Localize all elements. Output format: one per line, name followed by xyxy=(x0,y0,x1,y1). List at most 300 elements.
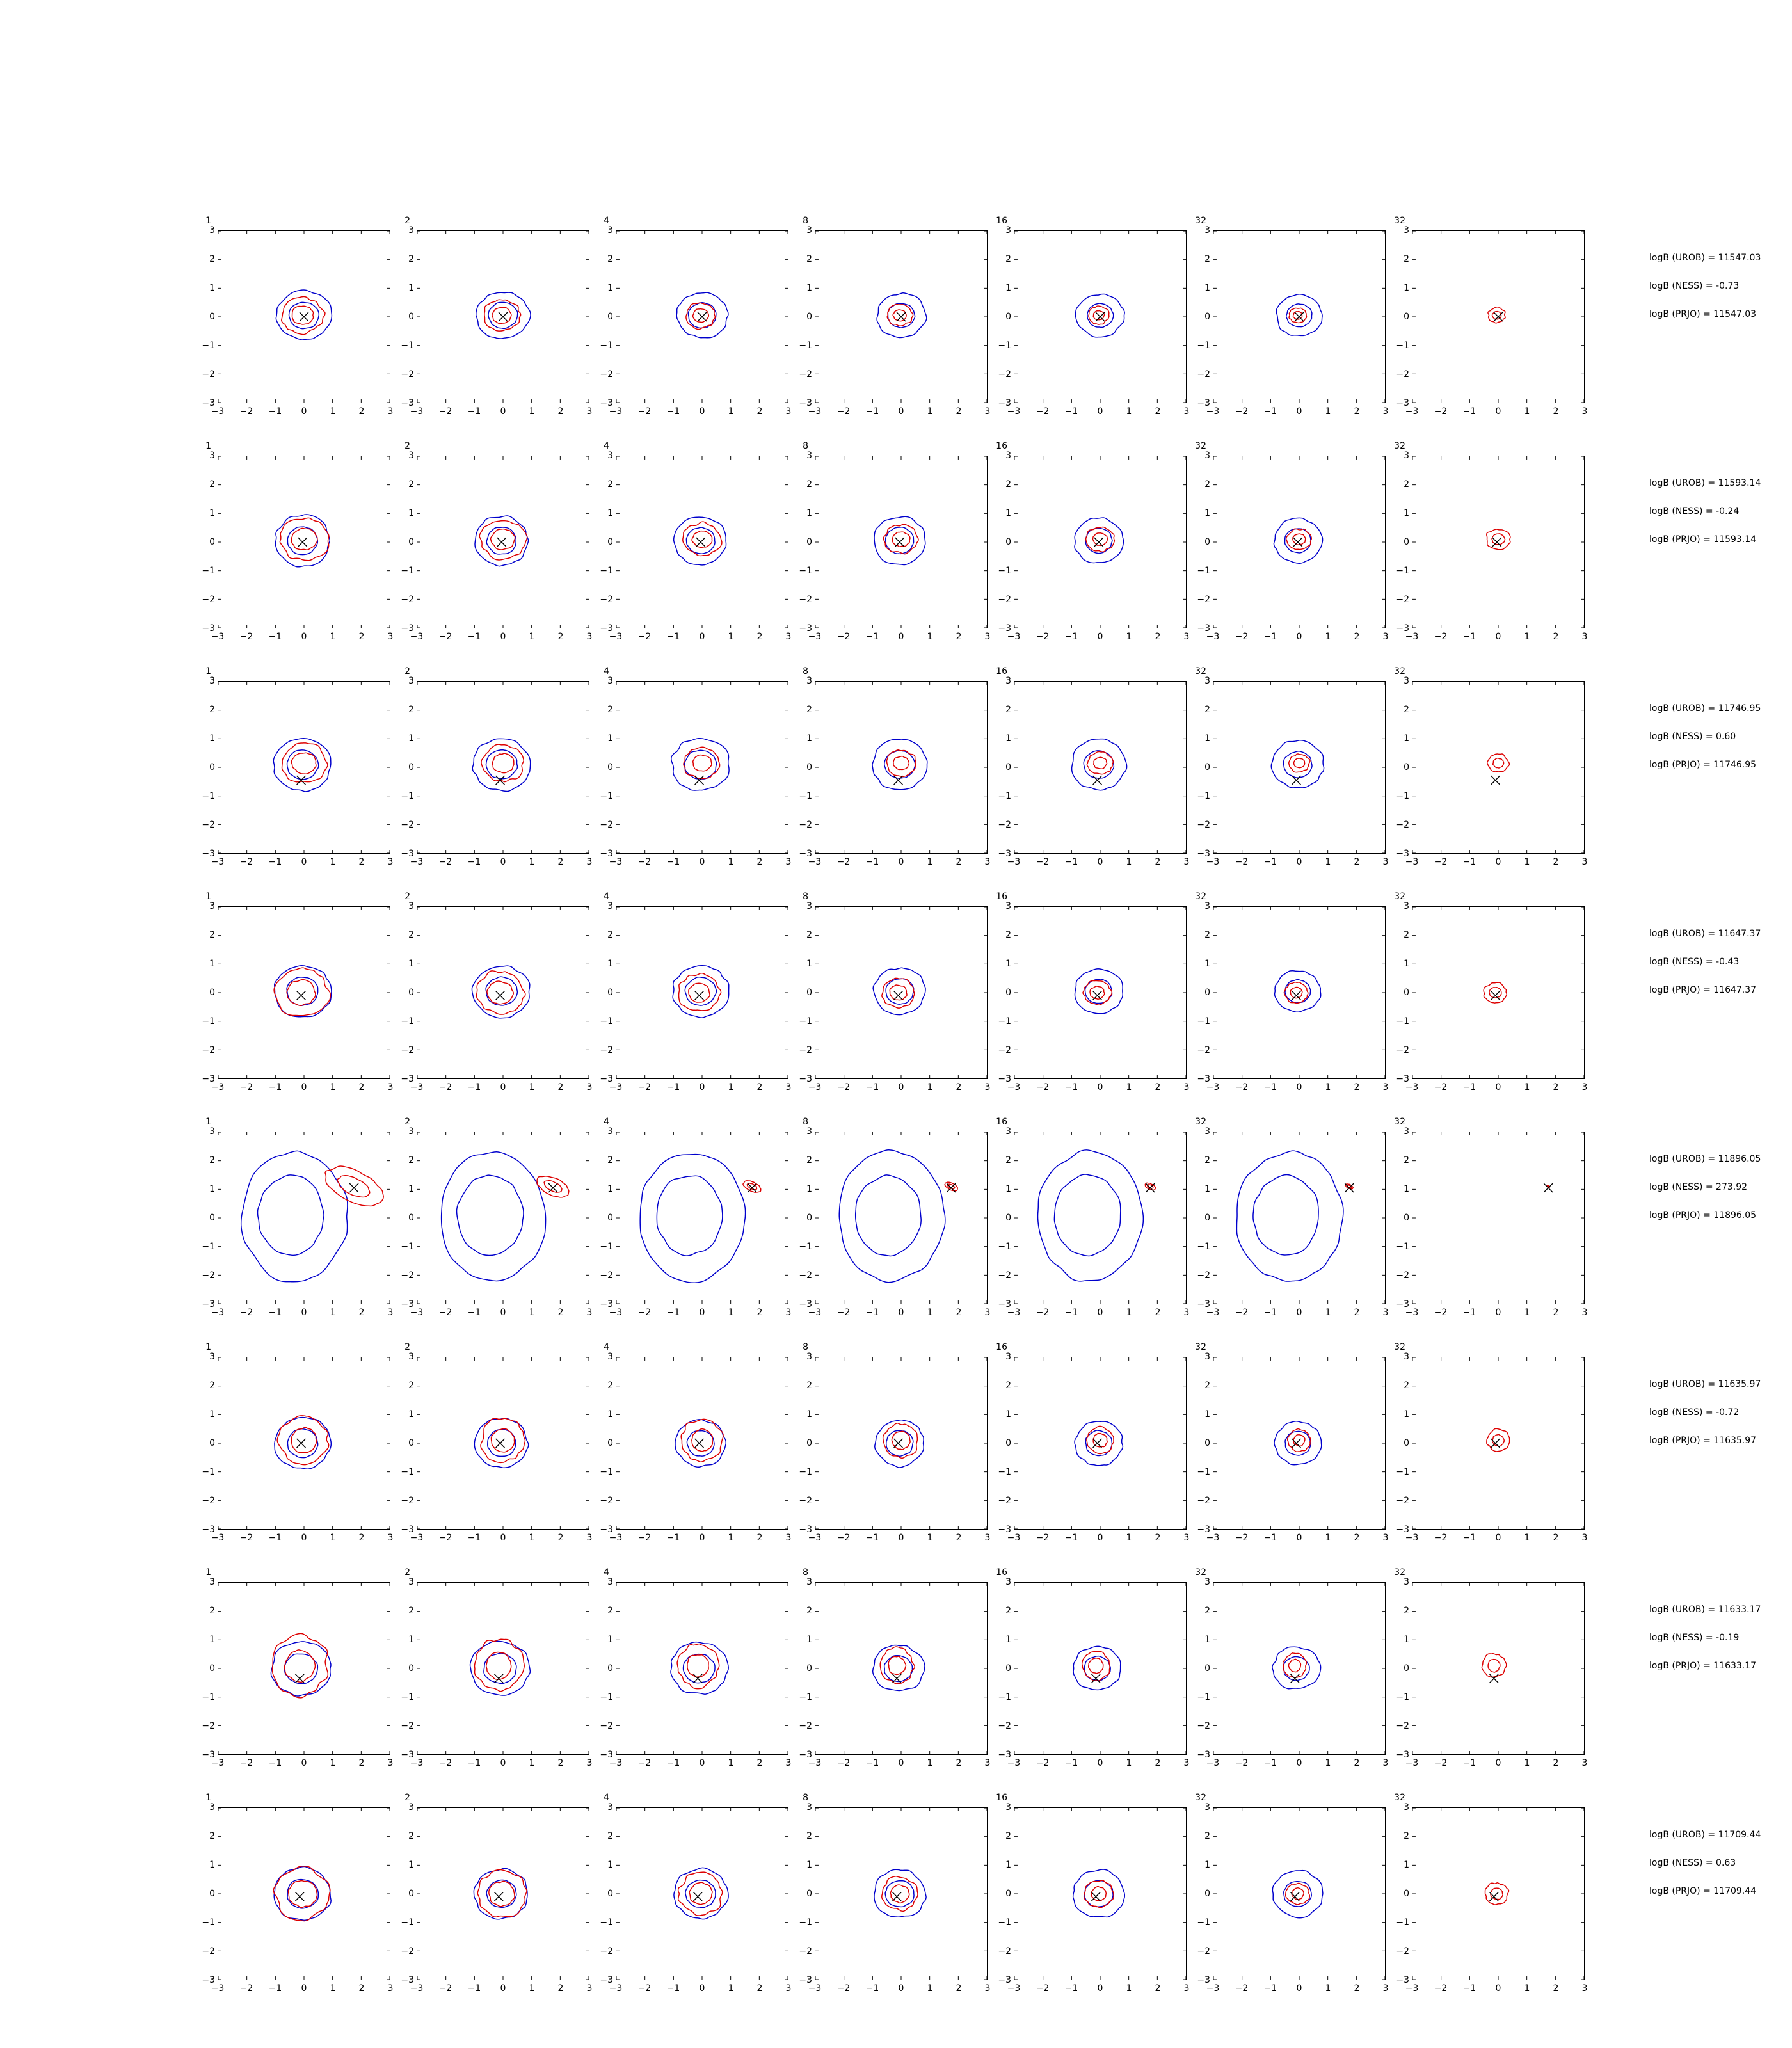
x-tick-label: −2 xyxy=(1036,1983,1050,1994)
y-tick-label: −1 xyxy=(202,1467,215,1477)
x-axis-ticklabels xyxy=(808,632,991,646)
x-tick-label: 1 xyxy=(1524,1533,1530,1543)
y-tick-label: 0 xyxy=(607,1213,613,1223)
y-tick-label: −1 xyxy=(799,1242,812,1252)
x-tick-label: 1 xyxy=(529,1758,535,1768)
annotation-line: logB (PRJO) = 11593.14 xyxy=(1649,534,1757,545)
x-axis-ticklabels xyxy=(410,857,593,872)
x-tick-label: 1 xyxy=(927,1533,933,1543)
x-tick-label: −1 xyxy=(865,1758,879,1768)
y-tick-label: −3 xyxy=(998,1750,1011,1760)
x-tick-label: 1 xyxy=(1524,1758,1530,1768)
x-axis-ticklabels xyxy=(1007,1308,1190,1322)
x-tick-label: −1 xyxy=(865,1308,879,1318)
y-tick-label: −2 xyxy=(600,1946,613,1956)
y-tick-label: 1 xyxy=(209,733,215,744)
y-tick-label: 0 xyxy=(607,1889,613,1899)
annotation-line: logB (PRJO) = 11709.44 xyxy=(1649,1886,1757,1896)
y-axis-ticklabels xyxy=(1390,451,1409,634)
x-tick-label: −2 xyxy=(637,1082,652,1092)
y-tick-label: −2 xyxy=(1197,1270,1210,1281)
y-tick-label: −2 xyxy=(1396,369,1409,380)
panel-corner-label: 8 xyxy=(803,1793,808,1803)
x-tick-label: −2 xyxy=(1434,406,1448,417)
x-tick-label: 3 xyxy=(984,406,991,417)
x-tick-label: 0 xyxy=(1097,1758,1103,1768)
x-tick-label: 3 xyxy=(586,1308,593,1318)
y-tick-label: 0 xyxy=(209,762,215,772)
x-axis-ticklabels xyxy=(1007,857,1190,872)
panel-axes xyxy=(218,1807,390,1980)
y-tick-label: 2 xyxy=(1404,1606,1409,1616)
y-tick-label: −3 xyxy=(1396,1524,1409,1535)
x-axis-ticklabels xyxy=(1206,406,1389,421)
x-tick-label: 2 xyxy=(956,1758,962,1768)
y-axis-ticklabels xyxy=(395,1577,414,1760)
y-tick-label: 1 xyxy=(209,959,215,969)
annotation-line: logB (NESS) = 273.92 xyxy=(1649,1182,1748,1192)
y-tick-label: −2 xyxy=(202,1045,215,1055)
y-tick-label: 1 xyxy=(806,733,812,744)
panel-corner-label: 2 xyxy=(404,666,410,676)
y-tick-label: 2 xyxy=(607,479,613,490)
annotation-line: logB (UROB) = 11635.97 xyxy=(1649,1379,1761,1389)
x-tick-label: 0 xyxy=(699,1082,705,1092)
x-tick-label: −1 xyxy=(268,406,282,417)
x-tick-label: −3 xyxy=(808,632,822,642)
x-tick-label: 3 xyxy=(984,1308,991,1318)
y-tick-label: 3 xyxy=(408,1577,414,1587)
y-tick-label: 1 xyxy=(806,1409,812,1420)
y-axis-ticklabels xyxy=(1191,451,1210,634)
y-tick-label: −1 xyxy=(998,1467,1011,1477)
y-tick-label: −1 xyxy=(401,791,414,801)
x-axis-ticklabels xyxy=(609,1758,792,1773)
x-tick-label: 2 xyxy=(1354,1983,1360,1994)
y-tick-label: −3 xyxy=(600,1524,613,1535)
y-tick-label: 1 xyxy=(408,508,414,518)
x-tick-label: 0 xyxy=(1097,632,1103,642)
y-tick-label: 1 xyxy=(209,508,215,518)
y-tick-label: −3 xyxy=(401,1299,414,1309)
y-tick-label: −3 xyxy=(401,849,414,859)
x-tick-label: 1 xyxy=(1524,1983,1530,1994)
x-tick-label: 3 xyxy=(1581,1758,1588,1768)
x-tick-label: −3 xyxy=(808,406,822,417)
x-tick-label: 1 xyxy=(728,1308,734,1318)
y-axis-ticklabels xyxy=(1390,676,1409,859)
y-tick-label: 0 xyxy=(408,762,414,772)
y-tick-label: 3 xyxy=(408,451,414,461)
x-tick-label: 1 xyxy=(1524,406,1530,417)
x-tick-label: 1 xyxy=(529,632,535,642)
x-tick-label: 3 xyxy=(984,857,991,867)
x-tick-label: 0 xyxy=(898,1983,904,1994)
x-tick-label: 3 xyxy=(586,1082,593,1092)
panel-corner-label: 16 xyxy=(996,441,1007,451)
x-tick-label: −1 xyxy=(1263,406,1277,417)
x-axis-ticklabels xyxy=(1007,1983,1190,1998)
y-tick-label: −3 xyxy=(998,398,1011,408)
y-tick-label: 3 xyxy=(1005,1126,1011,1137)
y-tick-label: 3 xyxy=(408,1802,414,1812)
y-tick-label: 0 xyxy=(408,312,414,322)
annotation-line: logB (UROB) = 11896.05 xyxy=(1649,1154,1761,1164)
x-tick-label: −2 xyxy=(1235,857,1249,867)
x-tick-label: 2 xyxy=(1354,632,1360,642)
y-tick-label: 3 xyxy=(1204,1802,1210,1812)
y-tick-label: 0 xyxy=(209,1438,215,1448)
panel-axes xyxy=(815,1357,988,1530)
y-tick-label: 2 xyxy=(1204,479,1210,490)
x-axis-ticklabels xyxy=(609,406,792,421)
annotation-line: logB (NESS) = -0.72 xyxy=(1649,1407,1740,1418)
y-tick-label: 0 xyxy=(806,537,812,547)
y-tick-label: −2 xyxy=(998,1270,1011,1281)
x-tick-label: 3 xyxy=(387,632,394,642)
y-axis-ticklabels xyxy=(196,1577,215,1760)
y-tick-label: 3 xyxy=(209,1126,215,1137)
y-tick-label: 2 xyxy=(1204,1380,1210,1391)
y-tick-label: −1 xyxy=(1197,1467,1210,1477)
y-tick-label: 1 xyxy=(1204,1409,1210,1420)
x-tick-label: −3 xyxy=(1405,406,1419,417)
x-axis-ticklabels xyxy=(410,1983,593,1998)
y-tick-label: 0 xyxy=(209,1663,215,1674)
y-tick-label: −1 xyxy=(1396,1692,1409,1702)
x-axis-ticklabels xyxy=(1405,1308,1588,1322)
x-tick-label: 0 xyxy=(1296,1533,1302,1543)
row-annotation-block xyxy=(1649,929,1792,1014)
x-tick-label: 1 xyxy=(927,1082,933,1092)
y-axis-ticklabels xyxy=(594,225,613,408)
y-tick-label: 0 xyxy=(1204,762,1210,772)
y-tick-label: 3 xyxy=(209,225,215,236)
y-tick-label: 0 xyxy=(1204,1889,1210,1899)
y-tick-label: 1 xyxy=(1404,283,1409,293)
x-tick-label: 1 xyxy=(728,857,734,867)
x-axis-ticklabels xyxy=(1206,1983,1389,1998)
x-axis-ticklabels xyxy=(211,406,394,421)
y-tick-label: −1 xyxy=(600,1917,613,1928)
y-tick-label: 3 xyxy=(1404,1802,1409,1812)
x-tick-label: 2 xyxy=(956,1082,962,1092)
x-tick-label: −1 xyxy=(666,632,680,642)
y-tick-label: −2 xyxy=(1396,1946,1409,1956)
y-tick-label: 1 xyxy=(607,1635,613,1645)
y-tick-label: 1 xyxy=(1404,733,1409,744)
panel-axes xyxy=(417,681,589,854)
y-axis-ticklabels xyxy=(1390,1577,1409,1760)
x-tick-label: 1 xyxy=(1524,632,1530,642)
x-tick-label: 1 xyxy=(1524,857,1530,867)
y-tick-label: −1 xyxy=(600,1016,613,1027)
x-tick-label: −1 xyxy=(666,1983,680,1994)
y-tick-label: 0 xyxy=(806,1663,812,1674)
panel-axes xyxy=(1213,1807,1386,1980)
y-tick-label: −3 xyxy=(401,398,414,408)
x-tick-label: −3 xyxy=(609,1983,623,1994)
y-tick-label: 0 xyxy=(607,312,613,322)
x-tick-label: −3 xyxy=(1007,1533,1021,1543)
x-tick-label: 1 xyxy=(330,1082,336,1092)
y-tick-label: 0 xyxy=(806,312,812,322)
panel-axes xyxy=(1412,230,1585,403)
y-tick-label: −3 xyxy=(600,398,613,408)
x-tick-label: 0 xyxy=(898,1758,904,1768)
y-tick-label: −1 xyxy=(1197,566,1210,576)
panel-corner-label: 2 xyxy=(404,1567,410,1578)
y-tick-label: −2 xyxy=(998,1946,1011,1956)
x-tick-label: −3 xyxy=(609,1082,623,1092)
x-tick-label: −3 xyxy=(1007,1308,1021,1318)
x-tick-label: −2 xyxy=(1434,1533,1448,1543)
x-tick-label: 2 xyxy=(557,1082,564,1092)
panel-corner-label: 1 xyxy=(205,1793,211,1803)
panel-axes xyxy=(218,681,390,854)
x-tick-label: −1 xyxy=(1462,632,1476,642)
y-tick-label: −1 xyxy=(401,340,414,351)
annotation-line: logB (NESS) = -0.43 xyxy=(1649,957,1740,967)
x-axis-ticklabels xyxy=(1405,406,1588,421)
x-tick-label: 2 xyxy=(1553,1758,1559,1768)
panel-axes xyxy=(815,1582,988,1755)
x-tick-label: 3 xyxy=(785,1308,792,1318)
x-tick-label: 0 xyxy=(500,1758,506,1768)
panel-corner-label: 32 xyxy=(1394,892,1405,902)
panel-corner-label: 1 xyxy=(205,1342,211,1352)
y-tick-label: 2 xyxy=(806,1155,812,1165)
y-tick-label: 1 xyxy=(1204,508,1210,518)
panel-axes xyxy=(815,230,988,403)
x-tick-label: −3 xyxy=(410,1983,424,1994)
x-tick-label: 1 xyxy=(927,406,933,417)
y-tick-label: 1 xyxy=(1005,508,1011,518)
annotation-line: logB (NESS) = -0.24 xyxy=(1649,506,1740,516)
y-tick-label: 2 xyxy=(209,1606,215,1616)
panel-axes xyxy=(1014,230,1187,403)
y-tick-label: 0 xyxy=(408,1889,414,1899)
subplot-row xyxy=(202,1342,1792,1543)
x-axis-ticklabels xyxy=(211,1308,394,1322)
x-tick-label: 2 xyxy=(956,1308,962,1318)
x-tick-label: −2 xyxy=(1235,1308,1249,1318)
y-axis-ticklabels xyxy=(793,1802,812,1985)
y-tick-label: 3 xyxy=(1404,225,1409,236)
x-tick-label: 2 xyxy=(1155,406,1161,417)
annotation-line: logB (PRJO) = 11633.17 xyxy=(1649,1661,1757,1671)
y-tick-label: 3 xyxy=(607,1802,613,1812)
x-tick-label: −3 xyxy=(1405,1082,1419,1092)
x-tick-label: −1 xyxy=(865,1533,879,1543)
x-tick-label: 0 xyxy=(699,406,705,417)
x-tick-label: 3 xyxy=(387,1308,394,1318)
x-tick-label: 1 xyxy=(330,1983,336,1994)
x-tick-label: −1 xyxy=(467,1758,481,1768)
y-tick-label: 1 xyxy=(209,283,215,293)
x-tick-label: 1 xyxy=(728,632,734,642)
y-tick-label: −2 xyxy=(998,369,1011,380)
y-tick-label: 2 xyxy=(806,1380,812,1391)
y-tick-label: −2 xyxy=(998,1045,1011,1055)
y-tick-label: 1 xyxy=(408,283,414,293)
y-tick-label: 0 xyxy=(1404,537,1409,547)
y-tick-label: 0 xyxy=(209,537,215,547)
x-tick-label: 1 xyxy=(1126,1983,1132,1994)
x-tick-label: 0 xyxy=(1495,1758,1501,1768)
x-tick-label: −1 xyxy=(268,1533,282,1543)
panel-corner-label: 32 xyxy=(1195,666,1206,676)
panel-axes xyxy=(1014,1357,1187,1530)
x-tick-label: −1 xyxy=(1462,1983,1476,1994)
y-tick-label: 1 xyxy=(408,959,414,969)
x-tick-label: 3 xyxy=(1183,1082,1190,1092)
y-tick-label: 3 xyxy=(607,225,613,236)
x-tick-label: 2 xyxy=(1155,1983,1161,1994)
x-tick-label: 0 xyxy=(500,857,506,867)
y-tick-label: 2 xyxy=(1005,705,1011,715)
x-tick-label: −3 xyxy=(1007,406,1021,417)
annotation-line: logB (UROB) = 11647.37 xyxy=(1649,929,1761,939)
x-tick-label: −1 xyxy=(666,1533,680,1543)
x-tick-label: 2 xyxy=(1354,1533,1360,1543)
x-tick-label: −3 xyxy=(211,1308,225,1318)
x-tick-label: 1 xyxy=(529,857,535,867)
x-tick-label: −1 xyxy=(268,1308,282,1318)
y-tick-label: 2 xyxy=(408,930,414,940)
y-tick-label: −1 xyxy=(1396,1917,1409,1928)
x-tick-label: 3 xyxy=(1382,1758,1389,1768)
x-tick-label: −3 xyxy=(410,1308,424,1318)
annotation-line: logB (UROB) = 11593.14 xyxy=(1649,478,1761,488)
x-tick-label: 2 xyxy=(1354,406,1360,417)
y-tick-label: 2 xyxy=(1404,930,1409,940)
x-tick-label: 0 xyxy=(699,1983,705,1994)
y-tick-label: 0 xyxy=(1404,312,1409,322)
subplot-row xyxy=(202,1117,1792,1318)
y-tick-label: −1 xyxy=(600,1692,613,1702)
panel-axes xyxy=(1412,456,1585,628)
y-tick-label: −2 xyxy=(1197,1946,1210,1956)
y-axis-ticklabels xyxy=(793,1352,812,1535)
x-tick-label: −1 xyxy=(1263,1758,1277,1768)
x-tick-label: 3 xyxy=(1581,632,1588,642)
x-tick-label: 1 xyxy=(728,1533,734,1543)
panel-axes xyxy=(1213,456,1386,628)
y-axis-ticklabels xyxy=(395,451,414,634)
y-tick-label: 3 xyxy=(209,901,215,911)
x-tick-label: 0 xyxy=(898,406,904,417)
x-tick-label: 0 xyxy=(699,1308,705,1318)
y-tick-label: −1 xyxy=(600,340,613,351)
y-tick-label: 0 xyxy=(1204,312,1210,322)
x-axis-ticklabels xyxy=(808,857,991,872)
panel-corner-label: 1 xyxy=(205,441,211,451)
y-tick-label: 3 xyxy=(1204,225,1210,236)
y-tick-label: 0 xyxy=(1404,1213,1409,1223)
x-tick-label: −2 xyxy=(836,1082,851,1092)
x-tick-label: −2 xyxy=(1434,1308,1448,1318)
x-tick-label: 2 xyxy=(358,1983,365,1994)
panel-axes xyxy=(1412,906,1585,1079)
x-tick-label: −2 xyxy=(438,1533,452,1543)
panel-axes xyxy=(616,1357,788,1530)
x-tick-label: −2 xyxy=(836,857,851,867)
y-tick-label: 1 xyxy=(1005,1409,1011,1420)
x-tick-label: −1 xyxy=(268,857,282,867)
x-axis-ticklabels xyxy=(1206,632,1389,646)
y-tick-label: −1 xyxy=(1197,340,1210,351)
annotation-line: logB (PRJO) = 11547.03 xyxy=(1649,309,1757,319)
x-tick-label: −3 xyxy=(410,1082,424,1092)
x-tick-label: 1 xyxy=(728,406,734,417)
x-tick-label: 1 xyxy=(529,1082,535,1092)
panel-corner-label: 32 xyxy=(1394,1342,1405,1352)
x-tick-label: 2 xyxy=(1155,857,1161,867)
x-tick-label: −1 xyxy=(467,1082,481,1092)
x-tick-label: 1 xyxy=(728,1758,734,1768)
panel-axes xyxy=(616,1582,788,1755)
panel-corner-label: 32 xyxy=(1195,1567,1206,1578)
subplot-row xyxy=(202,441,1792,642)
y-tick-label: −2 xyxy=(202,820,215,830)
x-tick-label: −2 xyxy=(1235,1533,1249,1543)
y-tick-label: 1 xyxy=(607,959,613,969)
x-axis-ticklabels xyxy=(1405,1533,1588,1548)
y-tick-label: 1 xyxy=(1204,959,1210,969)
x-tick-label: 2 xyxy=(557,1308,564,1318)
x-tick-label: 0 xyxy=(1495,632,1501,642)
x-tick-label: −2 xyxy=(1235,632,1249,642)
x-tick-label: 3 xyxy=(1183,857,1190,867)
y-axis-ticklabels xyxy=(992,1352,1011,1535)
y-tick-label: −1 xyxy=(998,1016,1011,1027)
panel-corner-label: 32 xyxy=(1394,216,1405,226)
y-tick-label: 3 xyxy=(607,1577,613,1587)
y-tick-label: −3 xyxy=(401,1074,414,1084)
x-axis-ticklabels xyxy=(410,1533,593,1548)
x-axis-ticklabels xyxy=(808,1533,991,1548)
panel-corner-label: 1 xyxy=(205,666,211,676)
y-tick-label: 1 xyxy=(607,1184,613,1194)
x-axis-ticklabels xyxy=(609,1082,792,1097)
y-tick-label: 3 xyxy=(1404,676,1409,686)
x-tick-label: −1 xyxy=(268,1983,282,1994)
x-tick-label: 0 xyxy=(1296,1308,1302,1318)
y-tick-label: 2 xyxy=(806,705,812,715)
x-tick-label: −3 xyxy=(211,1082,225,1092)
panel-corner-label: 2 xyxy=(404,1793,410,1803)
y-tick-label: −3 xyxy=(202,398,215,408)
x-tick-label: 3 xyxy=(1581,1983,1588,1994)
y-tick-label: 1 xyxy=(607,733,613,744)
y-tick-label: 2 xyxy=(408,1380,414,1391)
x-tick-label: 2 xyxy=(956,857,962,867)
x-tick-label: 0 xyxy=(1296,857,1302,867)
y-tick-label: 3 xyxy=(1404,1352,1409,1362)
x-tick-label: 2 xyxy=(1553,406,1559,417)
y-tick-label: 2 xyxy=(1005,1606,1011,1616)
x-tick-label: −1 xyxy=(1462,857,1476,867)
x-axis-ticklabels xyxy=(1206,1533,1389,1548)
x-tick-label: 2 xyxy=(358,857,365,867)
x-tick-label: 1 xyxy=(1126,406,1132,417)
x-tick-label: 0 xyxy=(699,857,705,867)
x-tick-label: 2 xyxy=(1155,1082,1161,1092)
y-tick-label: −2 xyxy=(202,369,215,380)
y-tick-label: 3 xyxy=(1005,1577,1011,1587)
y-tick-label: 2 xyxy=(408,254,414,264)
